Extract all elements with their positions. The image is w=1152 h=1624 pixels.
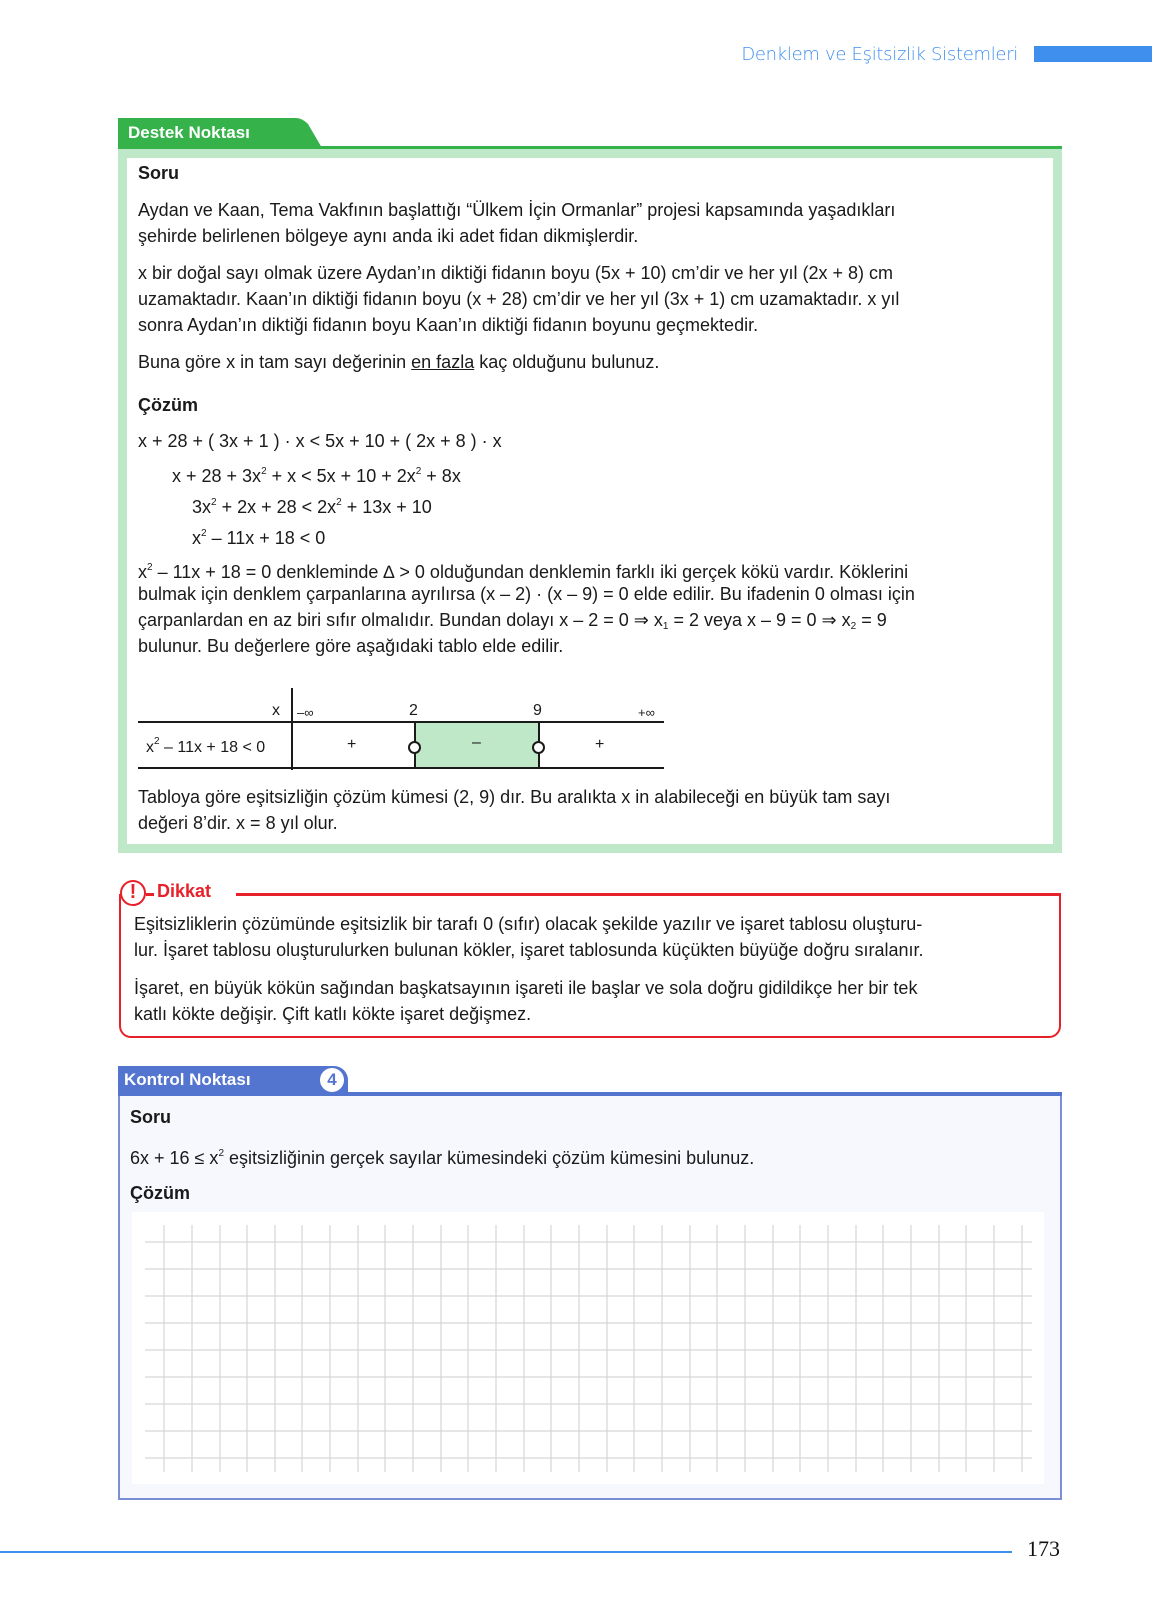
exclamation-icon: !: [120, 880, 146, 906]
kontrol-cozum-heading: Çözüm: [130, 1183, 190, 1203]
kontrol-question: $6x + 16 \le x^2$ eşitsizliğinin gerçek sayılar kümesindeki çözüm kümesini bulunuz.: [130, 1148, 755, 1168]
destek-tab-label: Destek Noktası: [118, 118, 288, 148]
kontrol-top-rule: [118, 1092, 1062, 1096]
soru-text: uzamaktadır. Kaan’ın diktiği fidanın boyu (x + 28) cm’dir ve her yıl (3x + 1) cm uzamaktadır. x yıl: [138, 289, 900, 309]
sign-table-vertical-rule: [291, 688, 293, 770]
kontrol-number-badge: 4: [320, 1068, 344, 1092]
kontrol-soru-heading: Soru: [130, 1107, 172, 1127]
soru-question: [138, 349, 659, 375]
soru-text: x bir doğal sayı olmak üzere Aydan’ın diktiği fidanın boyu (5x + 10) cm’dir ve her yıl (2x + 8) cm: [138, 263, 894, 283]
page-number: 173: [1027, 1536, 1060, 1561]
equation-step-4: $x^2 - 11x + 18 < 0$: [192, 528, 326, 548]
grid-lines: [132, 1212, 1044, 1484]
equation-step-1: x + 28 + ( 3x + 1 ) · x < 5x + 10 + ( 2x + 8 ) · x: [138, 431, 502, 451]
sign-positive: +: [595, 736, 605, 753]
sign-positive: +: [347, 736, 357, 753]
destek-top-rule: [118, 146, 1062, 149]
equation-step-2: $x + 28 + 3x^2 + x < 5x + 10 + 2x^2 + 8x$: [172, 466, 461, 486]
destek-tab-corner: [288, 118, 322, 148]
sign-row-label: $x^2 - 11x + 18 < 0$: [146, 736, 266, 756]
dikkat-text: İşaret, en büyük kökün sağından başkatsayının işareti ile başlar ve sola doğru gidildikçe her bir tek: [134, 978, 918, 998]
explanation-text: çarpanlardan en az biri sıfır olmalıdır. Bundan dolayı x – 2 = 0 ⇒ $x_1 = 2$ veya x – 9 = 0 ⇒ $x_2 = 9$: [138, 610, 887, 632]
chapter-title: Denklem ve Eşitsizlik Sistemleri: [741, 44, 1018, 65]
open-circle-icon: [408, 741, 421, 754]
soru-text: şehirde belirlenen bölgeye aynı anda iki adet fidan dikmişlerdir.: [138, 226, 639, 246]
footer-rule: [0, 1551, 1012, 1553]
dikkat-label: Dikkat: [157, 881, 212, 901]
soru-text: Aydan ve Kaan, Tema Vakfının başlattığı “Ülkem İçin Ormanlar” projesi kapsamında yaşadıkları: [138, 200, 896, 220]
answer-grid-area[interactable]: [132, 1212, 1044, 1484]
x-label: x: [272, 702, 280, 719]
soru-question-emphasis: en fazla: [411, 352, 475, 372]
pos-infinity: +∞: [638, 705, 655, 720]
sign-table-rule: [138, 721, 664, 723]
sign-table-rule: [138, 767, 664, 769]
explanation-text: bulmak için denklem çarpanlarına ayrılırsa (x – 2) · (x – 9) = 0 elde edilir. Bu ifadenin 0 olması için: [138, 584, 915, 604]
header-accent-bar: [1034, 46, 1152, 62]
sign-negative: –: [472, 734, 481, 751]
explanation-text: bulunur. Bu değerlere göre aşağıdaki tablo elde edilir.: [138, 636, 564, 656]
root-2-label: 9: [533, 702, 542, 719]
neg-infinity: –∞: [297, 705, 314, 720]
root-1-label: 2: [409, 702, 418, 719]
dikkat-top-rule: [236, 893, 1061, 896]
dikkat-text: Eşitsizliklerin çözümünde eşitsizlik bir tarafı 0 (sıfır) olacak şekilde yazılır ve işaret tablosu oluşturu-: [134, 914, 923, 934]
cozum-heading: Çözüm: [138, 395, 198, 415]
result-text: değeri 8’dir. x = 8 yıl olur.: [138, 813, 338, 833]
soru-question-post: kaç olduğunu bulunuz.: [474, 352, 660, 372]
open-circle-icon: [532, 741, 545, 754]
soru-heading: Soru: [138, 163, 180, 183]
result-text: Tabloya göre eşitsizliğin çözüm kümesi (2, 9) dır. Bu aralıkta x in alabileceği en büyük tam sayı: [138, 787, 891, 807]
dikkat-text: lur. İşaret tablosu oluşturulurken bulunan kökler, işaret tablosunda küçükten büyüğe doğru sıralanır.: [134, 940, 924, 960]
soru-question-pre: Buna göre x in tam sayı değerinin: [138, 352, 412, 372]
soru-text: sonra Aydan’ın diktiği fidanın boyu Kaan’ın diktiği fidanın boyunu geçmektedir.: [138, 315, 759, 335]
explanation-text: $x^2 - 11x + 18 = 0$ denkleminde ∆ > 0 olduğundan denklemin farklı iki gerçek kökü vardır. Köklerini: [138, 562, 909, 582]
dikkat-text: katlı kökte değişir. Çift katlı kökte işaret değişmez.: [134, 1004, 532, 1024]
kontrol-tab-label: Kontrol Noktası: [118, 1066, 348, 1094]
dikkat-connector: [146, 893, 154, 896]
equation-step-3: $3x^2 + 2x + 28 < 2x^2 + 13x + 10$: [192, 497, 432, 517]
